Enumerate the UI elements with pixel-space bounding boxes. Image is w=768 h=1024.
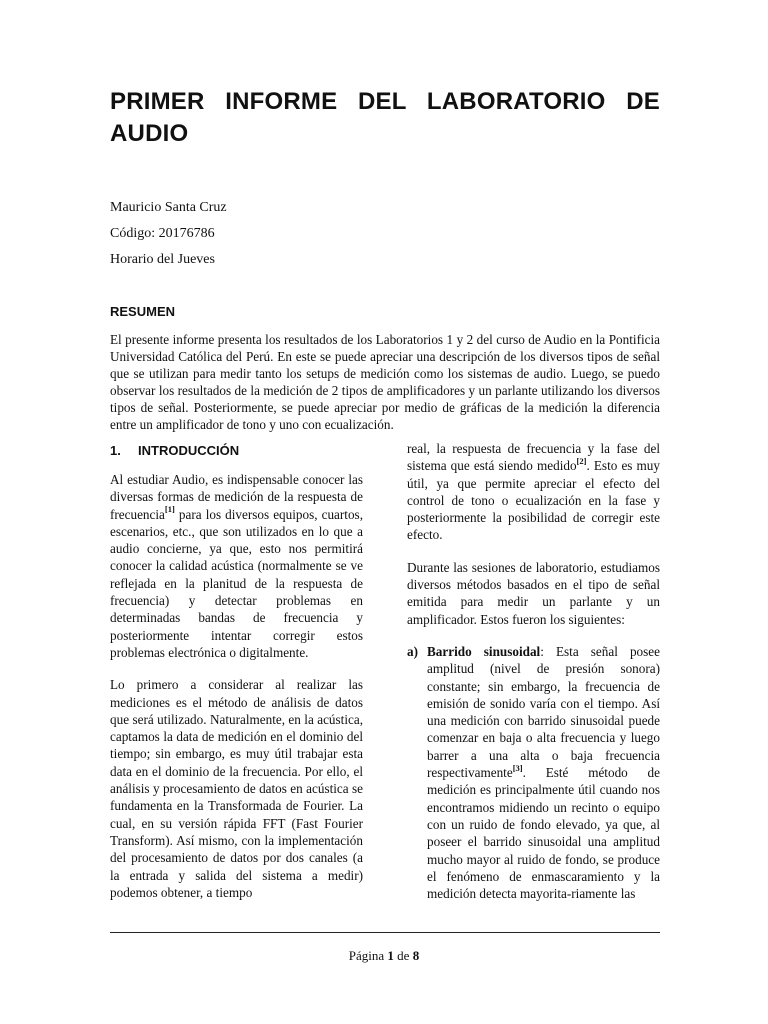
page-footer <box>0 948 768 964</box>
of-label: de <box>397 948 410 963</box>
footer-divider <box>110 932 660 933</box>
document-title: PRIMER INFORME DEL LABORATORIO DE AUDIO <box>110 88 660 147</box>
intro-paragraph-4: Durante las sesiones de laboratorio, estudiamos diversos métodos basados en el tipo de señal emitida para medir un parlante y un amplificador. Estos fueron los siguientes: <box>407 559 660 627</box>
abstract-heading: RESUMEN <box>110 304 176 319</box>
list-text: : Esta señal posee amplitud (nivel de presión sonora) constante; sin embargo, la frecuencia de emisión de sonido varía con el tiempo. Así una medición con barrido sinusoidal puede comenzar en baja o alta frecuencia y luego barrer a una alta o baja frecuencia respectivamente <box>427 643 660 781</box>
author-name: Mauricio Santa Cruz <box>110 200 227 215</box>
intro-paragraph-2: Lo primero a considerar al realizar las mediciones es el método de análisis de datos que será utilizado. Naturalmente, en la acústica, captamos la data de medición en el dominio del tiempo; sin embargo, es muy útil trabajar esta data en el dominio de la frecuencia. Por ello, el análisis y procesamiento de datos en acústica se fundamenta en la Transformada de Fourier. La cual, en su versión rápida FFT (Fast Fourier Transform). Así mismo, con la implementación del procesamiento de datos por dos canales (a la entrada y salida del sistema a medir) podemos obtener, a tiempo <box>110 677 363 900</box>
student-code: Código: 20176786 <box>110 226 215 241</box>
current-page-number: 1 <box>387 948 394 963</box>
list-term: Barrido sinusoidal <box>427 643 541 659</box>
paragraph-text: para los diversos equipos, cuartos, escenarios, etc., que son utilizados en lo que a audio concierne, ya que, esto nos permitirá conocer la calidad acústica (normalmente se ve reflejada en la planitud de la respuesta de frecuencia) y detectar problemas en determinadas bandas de frecuencia y posteriormente intentar corregir estos problemas electrónica o digitalmente. <box>110 506 363 660</box>
paragraph-text: Al estudiar Audio, es indispensable conocer las diversas formas de medición de la respuesta de frecuencia <box>110 472 363 522</box>
paragraph-text: . Esto es muy útil, ya que permite apreciar el efecto del control de tono o ecualización en la fase y posteriormente la posibilidad de corregir este efecto. <box>407 458 660 543</box>
right-column <box>407 440 660 902</box>
paragraph-text: real, la respuesta de frecuencia y la fase del sistema que está siendo medido <box>407 441 660 474</box>
list-item-barrido-sinusoidal <box>407 643 660 902</box>
total-pages-number: 8 <box>412 948 420 963</box>
intro-paragraph-1 <box>110 471 363 661</box>
left-column <box>110 440 363 916</box>
citation-ref: [1] <box>164 504 175 515</box>
citation-ref: [3] <box>512 762 523 773</box>
list-text: . Esté método de medición es principalmente útil cuando nos encontramos midiendo un recinto o equipo con un ruido de fondo elevado, ya que, al poseer el barrido sinusoidal una amplitud mucho mayor al ruido de fondo, se produce el fenómeno de enmascaramiento y la medición detecta mayorita-riamente las <box>427 765 660 902</box>
list-item-text <box>427 643 660 902</box>
section-heading-introduccion <box>110 440 363 462</box>
citation-ref: [2] <box>576 455 587 466</box>
intro-paragraph-3 <box>407 440 660 544</box>
class-schedule: Horario del Jueves <box>110 252 215 267</box>
abstract-text: El presente informe presenta los resultados de los Laboratorios 1 y 2 del curso de Audio en la Pontificia Universidad Católica del Perú. En este se puede apreciar una descripción de los diversos tipos de señal que se utilizan para medir tanto los setups de medición como los sistemas de audio. Luego, se puedo observar los resultados de la medición de 2 tipos de amplificadores y un parlante utilizando los diversos tipos de señal. Posteriormente, se puede apreciar por medio de gráficas de la medición la diferencia entre un amplificador de tono y uno con ecualización. <box>110 332 660 432</box>
section-title: INTRODUCCIÓN <box>138 443 240 458</box>
section-number: 1. <box>110 443 121 458</box>
page-label: Página <box>348 948 385 963</box>
list-marker: a) <box>407 643 418 659</box>
